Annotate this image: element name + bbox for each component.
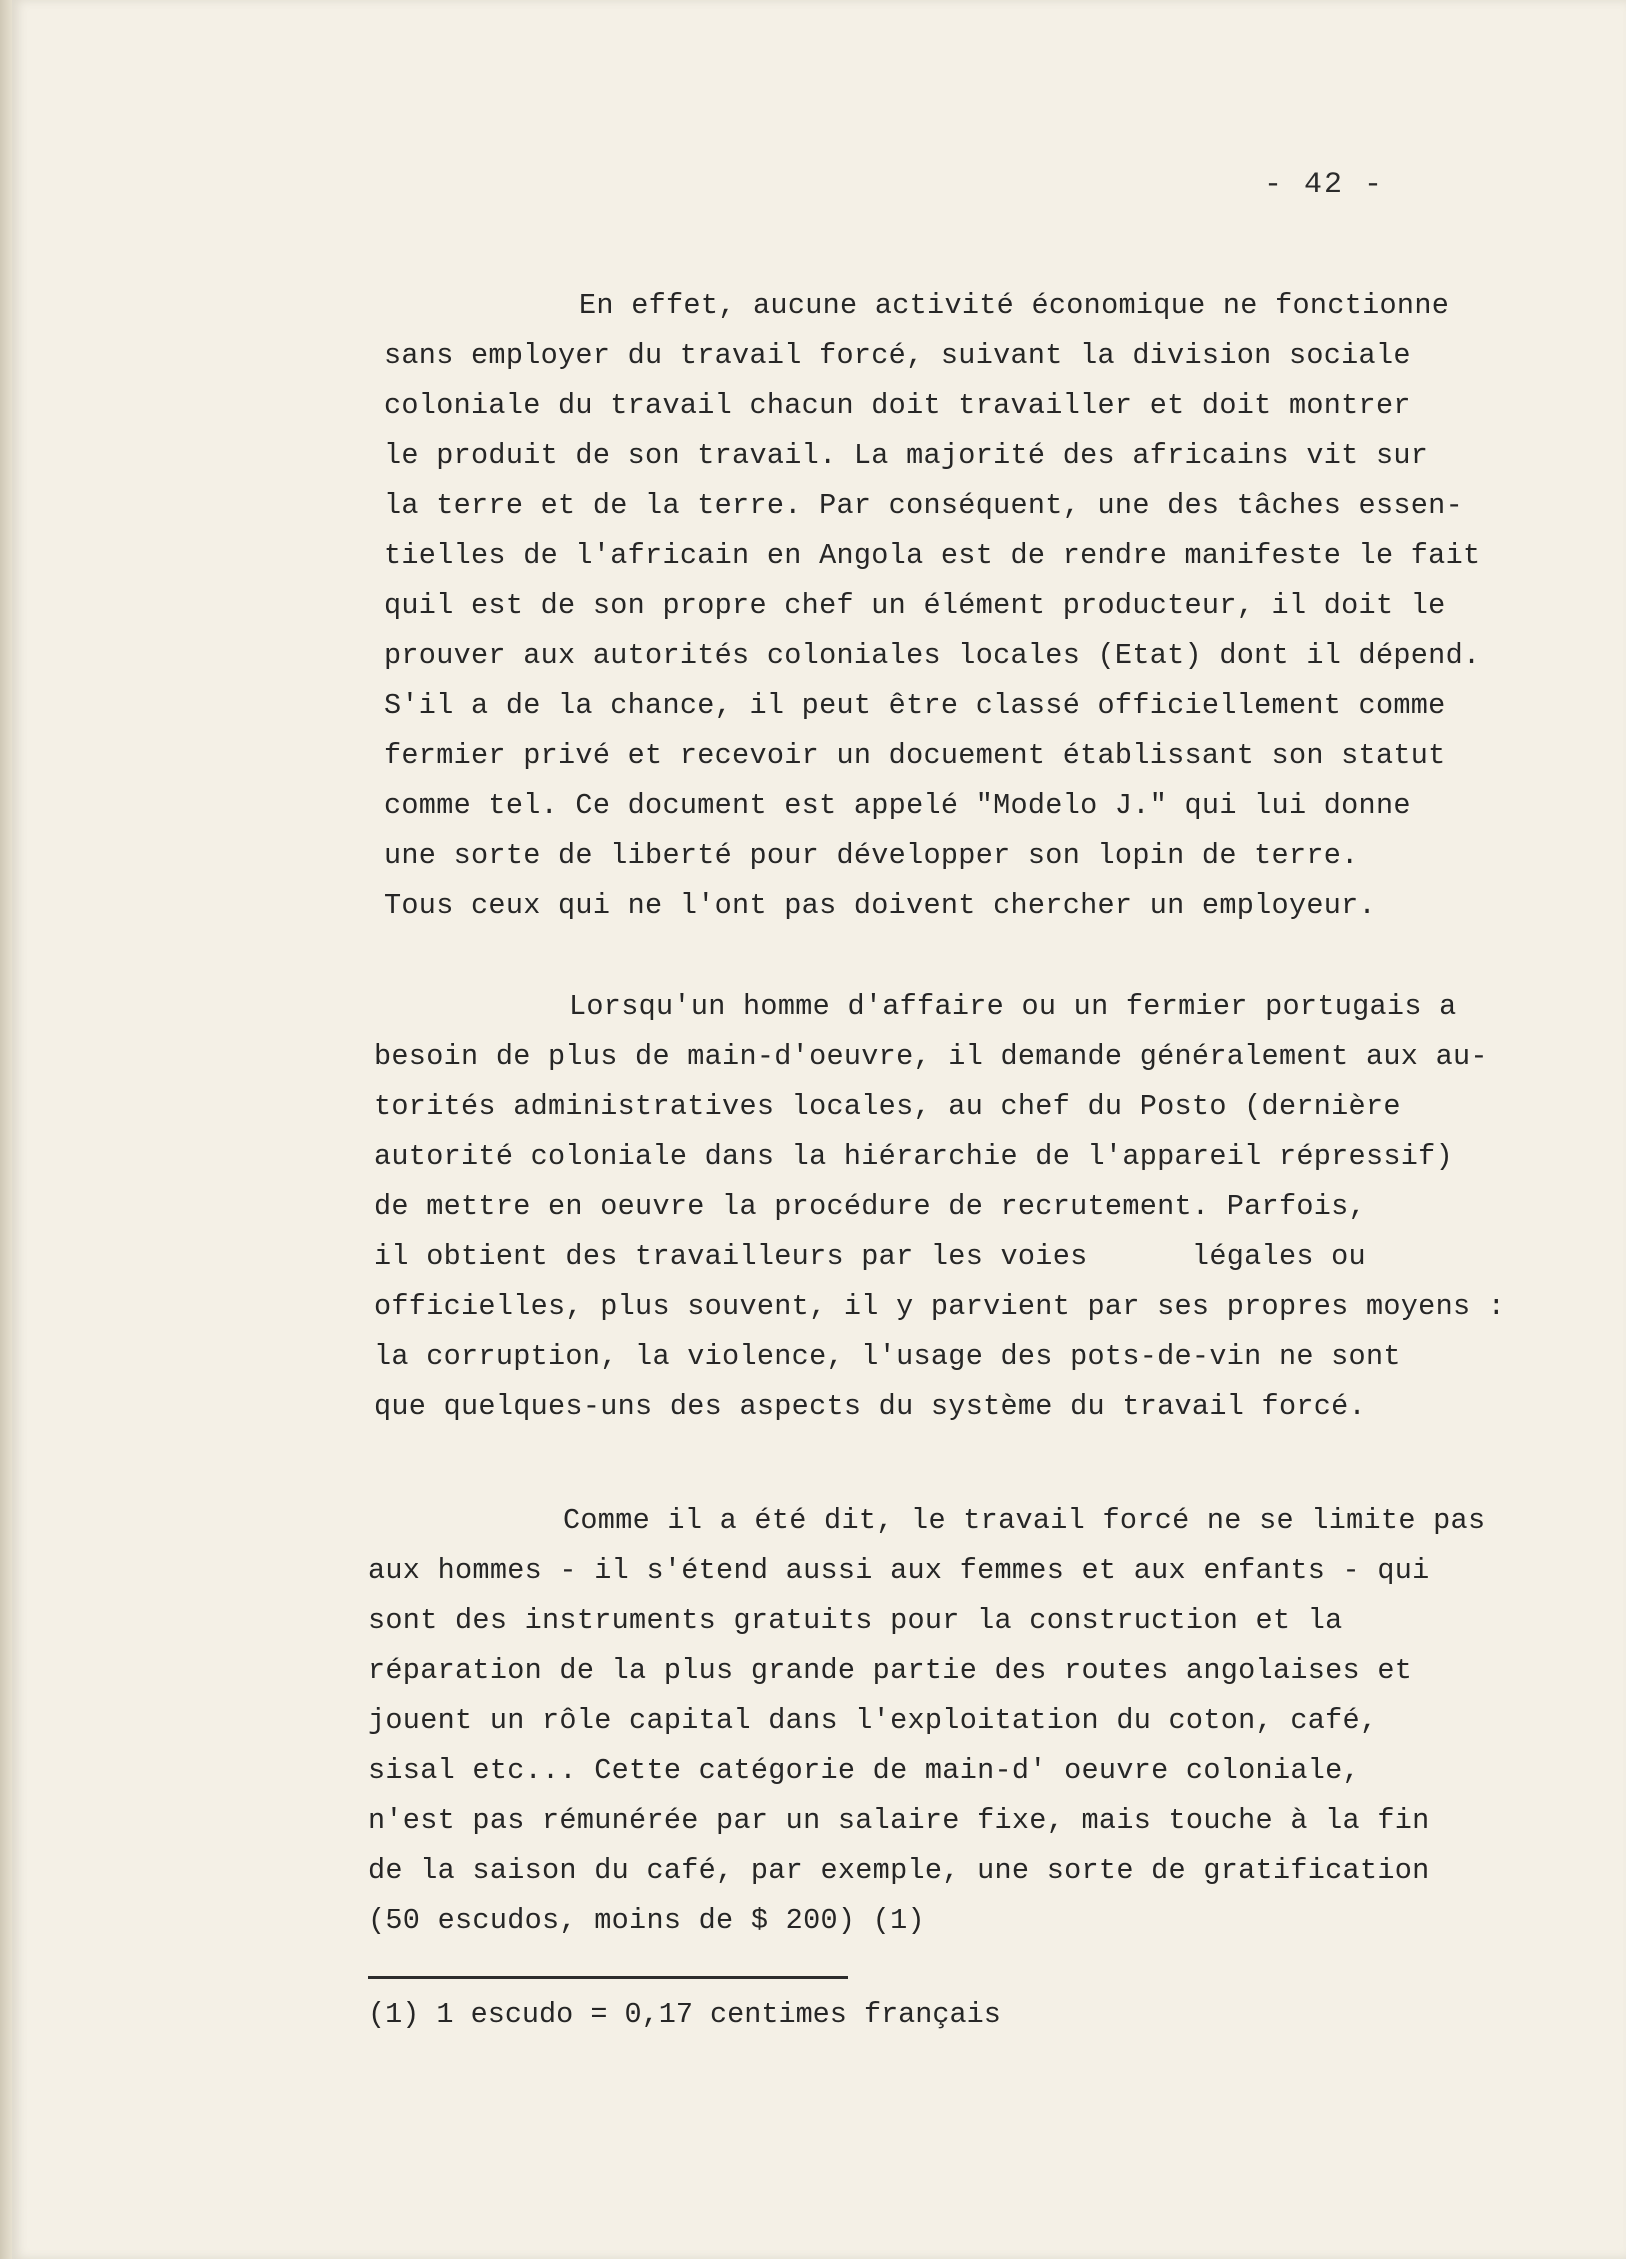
text-line: de mettre en oeuvre la procédure de recrutement. Parfois,: [374, 1190, 1366, 1223]
text-line: torités administratives locales, au chef du Posto (dernière: [374, 1090, 1401, 1123]
footnote: (1) 1 escudo = 0,17 centimes français: [368, 1998, 1001, 2031]
paragraph-women-children: [368, 1496, 1485, 1946]
text-line: fermier privé et recevoir un docuement établissant son statut: [384, 739, 1446, 772]
text-line: quil est de son propre chef un élément producteur, il doit le: [384, 589, 1446, 622]
text-line: tielles de l'africain en Angola est de rendre manifeste le fait: [384, 539, 1481, 572]
text-line: Lorsqu'un homme d'affaire ou un fermier portugais a: [569, 990, 1457, 1023]
text-line: réparation de la plus grande partie des routes angolaises et: [368, 1654, 1413, 1687]
text-line: besoin de plus de main-d'oeuvre, il demande généralement aux au-: [374, 1040, 1488, 1073]
text-line: sans employer du travail forcé, suivant la division sociale: [384, 339, 1411, 372]
paragraph-recruitment: [374, 982, 1505, 1432]
text-line: autorité coloniale dans la hiérarchie de l'appareil répressif): [374, 1140, 1453, 1173]
text-line: de la saison du café, par exemple, une sorte de gratification: [368, 1854, 1430, 1887]
text-line: la terre et de la terre. Par conséquent, une des tâches essen-: [384, 489, 1463, 522]
text-line: jouent un rôle capital dans l'exploitation du coton, café,: [368, 1704, 1378, 1737]
text-line: Comme il a été dit, le travail forcé ne se limite pas: [563, 1504, 1486, 1537]
text-line: S'il a de la chance, il peut être classé officiellement comme: [384, 689, 1446, 722]
text-line: Tous ceux qui ne l'ont pas doivent chercher un employeur.: [384, 889, 1376, 922]
text-line: une sorte de liberté pour développer son lopin de terre.: [384, 839, 1359, 872]
text-line: coloniale du travail chacun doit travailler et doit montrer: [384, 389, 1411, 422]
text-line: prouver aux autorités coloniales locales (Etat) dont il dépend.: [384, 639, 1481, 672]
text-line: En effet, aucune activité économique ne fonctionne: [579, 289, 1450, 322]
text-line: la corruption, la violence, l'usage des pots-de-vin ne sont: [374, 1340, 1401, 1373]
text-line: aux hommes - il s'étend aussi aux femmes et aux enfants - qui: [368, 1554, 1430, 1587]
text-line: sont des instruments gratuits pour la construction et la: [368, 1604, 1343, 1637]
binding-edge: [0, 0, 12, 2259]
text-line: il obtient des travailleurs par les voies légales ou: [374, 1240, 1366, 1273]
text-line: officielles, plus souvent, il y parvient par ses propres moyens :: [374, 1290, 1506, 1323]
text-line: (50 escudos, moins de $ 200) (1): [368, 1904, 925, 1937]
typewritten-page: [12, 0, 1626, 2259]
text-line: le produit de son travail. La majorité des africains vit sur: [384, 439, 1429, 472]
text-line: sisal etc... Cette catégorie de main-d' oeuvre coloniale,: [368, 1754, 1360, 1787]
text-line: n'est pas rémunérée par un salaire fixe, mais touche à la fin: [368, 1804, 1430, 1837]
page-number: - 42 -: [1264, 168, 1385, 202]
text-line: comme tel. Ce document est appelé "Modelo J." qui lui donne: [384, 789, 1411, 822]
text-line: que quelques-uns des aspects du système du travail forcé.: [374, 1390, 1366, 1423]
footnote-divider: [368, 1976, 848, 1979]
paragraph-forced-labour-economy: [384, 281, 1480, 931]
